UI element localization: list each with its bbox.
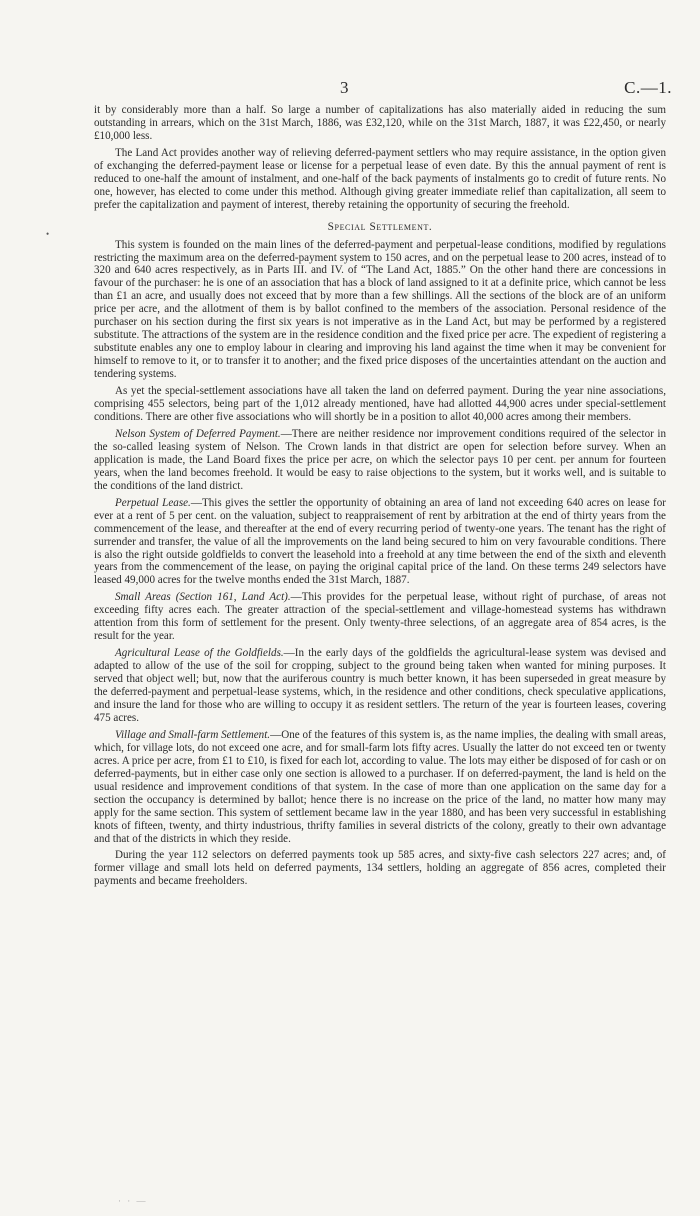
run-head-nelson-system: Nelson System of Deferred Payment. xyxy=(115,427,281,440)
paragraph-village-small-farm xyxy=(94,729,666,846)
paragraph-special-settlement: This system is founded on the main lines of the deferred-payment and perpetual-lease conditions, modified by regulations restricting the maximum area on the deferred-payment system to 150 acres, and on the perpetual lease to 200 acres, instead of to 320 and 640 acres respectively, as in Parts III. and IV. of “The Land Act, 1885.” On the other hand there are concessions in favour of the purchaser: he is one of an association that has a block of land assigned to it at a definite price, which cannot be less than £1 an acre, and usually does not exceed that by more than a few shillings. All the sections of the block are of an uniform price per acre, and the allotment of them is by ballot confined to the members of the association. Personal residence of the purchaser on his section during the first six years is not imperative as in the Land Act, but may be performed by a registered substitute. The attractions of the system are in the residence condition and the fixed price per acre. The expedient of registering a substitute enables any one to employ labour in clearing and improving his land against the time when it may be convenient for himself to remove to it, or to transfer it to another; and the fixed price disposes of the uncertainties attendant on the auction and tendering systems. xyxy=(94,238,666,381)
document-reference: C.—1. xyxy=(624,78,672,97)
paragraph-agricultural-lease-text: —In the early days of the goldfields the agricultural-lease system was devised and adapted to allow of the use of the soil for cropping, subject to the ground being taken when wanted for mining purposes. It served that object well; but, now that the auriferous country is much better known, it has been superseded in great measure by the deferred-payment and perpetual-lease systems, which, in the residence and other conditions, check speculative applications, and insure the land for those who are willing to occupy it as resident settlers. The return of the year is fourteen leases, covering 475 acres. xyxy=(94,647,666,724)
run-head-village-small-farm: Village and Small-farm Settlement. xyxy=(115,728,271,741)
paragraph-special-settlement-associations: As yet the special-settlement associations have all taken the land on deferred payment. During the year nine associations, comprising 455 selectors, being part of the 1,012 already mentioned, have had allotted 44,900 acres under special-settlement conditions. There are other five associations who will shortly be in a position to allot 40,000 acres among their members. xyxy=(94,385,666,423)
page-number: 3 xyxy=(340,78,349,97)
run-head-perpetual-lease: Perpetual Lease. xyxy=(115,496,191,509)
section-heading-special-settlement: Special Settlement. xyxy=(327,220,433,233)
run-head-agricultural-lease: Agricultural Lease of the Goldfields. xyxy=(115,647,284,660)
margin-mark: • xyxy=(46,229,50,239)
paragraph-small-areas-text: —This provides for the perpetual lease, without right of purchase, of areas not exceeding fifty acres each. The greater attraction of the special-settlement and village-homestead systems has withdrawn attention from this form of settlement for the present. Only twenty-three selections, of an aggregate area of 854 acres, is the result for the year. xyxy=(94,591,666,643)
paragraph-nelson-system-text: —There are neither residence nor improvement conditions required of the selector in the so-called leasing system of Nelson. The Crown lands in that district are open for selection before survey. When an application is made, the Land Board fixes the price per acre, on which the selector pays 10 per cent. per annum for fourteen years, when the land becomes freehold. It would be easy to raise objections to the system, but it works well, and is suitable to the conditions of the land district. xyxy=(94,427,666,492)
paragraph-perpetual-lease xyxy=(94,497,666,588)
footer-mark: · · — xyxy=(118,1196,148,1206)
paragraph-year-summary: During the year 112 selectors on deferred payments took up 585 acres, and sixty-five cash selectors 227 acres; and, of former village and small lots held on deferred payments, 134 settlers, holding an aggregate of 856 acres, completed their payments and became freeholders. xyxy=(94,849,666,888)
page-header xyxy=(0,78,700,98)
paragraph-small-areas xyxy=(94,591,666,643)
paragraph-perpetual-lease-text: —This gives the settler the opportunity of obtaining an area of land not exceeding 640 acres on lease for ever at a rent of 5 per cent. on the valuation, subject to reappraisement of rent by arbitration at the end of thirty years from the commencement of the lease, and thereafter at the end of every recurring period of twenty-one years. The tenant has the right of surrender and transfer, the value of all the improvements on the land being secured to him on very favourable conditions. There is also the right outside goldfields to convert the leasehold into a freehold at any time between the end of the sixth and eleventh years from the commencement of the lease, on paying the original capital price of the land. On these terms 249 selectors have leased 49,000 acres for the twelve months ended the 31st March, 1887. xyxy=(94,496,666,587)
paragraph-nelson-system xyxy=(94,428,666,493)
run-head-small-areas: Small Areas (Section 161, Land Act). xyxy=(115,591,291,604)
paragraph-village-small-farm-text: —One of the features of this system is, as the name implies, the dealing with small areas, which, for village lots, do not exceed one acre, and for small-farm lots fifty acres. Usually the latter do not exceed ten or twenty acres. A price per acre, from £1 to £10, is fixed for each lot, according to value. The lots may either be disposed of for cash or on deferred-payments, but in either case only one section is allowed to a purchaser. If on deferred-payment, the land is held on the usual residence and improvement conditions of that system. In the case of more than one application on the same day for a section the occupancy is determined by ballot; hence there is no increase on the price of the land, no matter how many may apply for the same section. This system of settlement became law in the year 1880, and has been very successful in establishing knots of fifteen, twenty, and thirty industrious, thrifty families in several districts of the colony, greatly to their own advantage and that of the districts in which they reside. xyxy=(94,728,666,845)
paragraph-capitalization-continued: it by considerably more than a half. So large a number of capitalizations has also materially aided in reducing the sum outstanding in arrears, which on the 31st March, 1886, was £32,120, while on the 31st March, 1887, it was £22,450, or nearly £10,000 less. xyxy=(94,104,666,142)
body-text xyxy=(94,104,666,892)
paragraph-agricultural-lease xyxy=(94,647,666,725)
paragraph-perpetual-lease-exchange: The Land Act provides another way of relieving deferred-payment settlers who may require assistance, in the option given of exchanging the deferred-payment lease or license for a perpetual lease of even date. By this the annual payment of rent is reduced to one-half the amount of instalment, and one-half of the back payments of instalments go to credit of future rents. No one, however, has elected to come under this method. Although giving greater immediate relief than capitalization, all seem to prefer the capitalization and payment of interest, thereby retaining the opportunity of securing the freehold. xyxy=(94,146,666,211)
